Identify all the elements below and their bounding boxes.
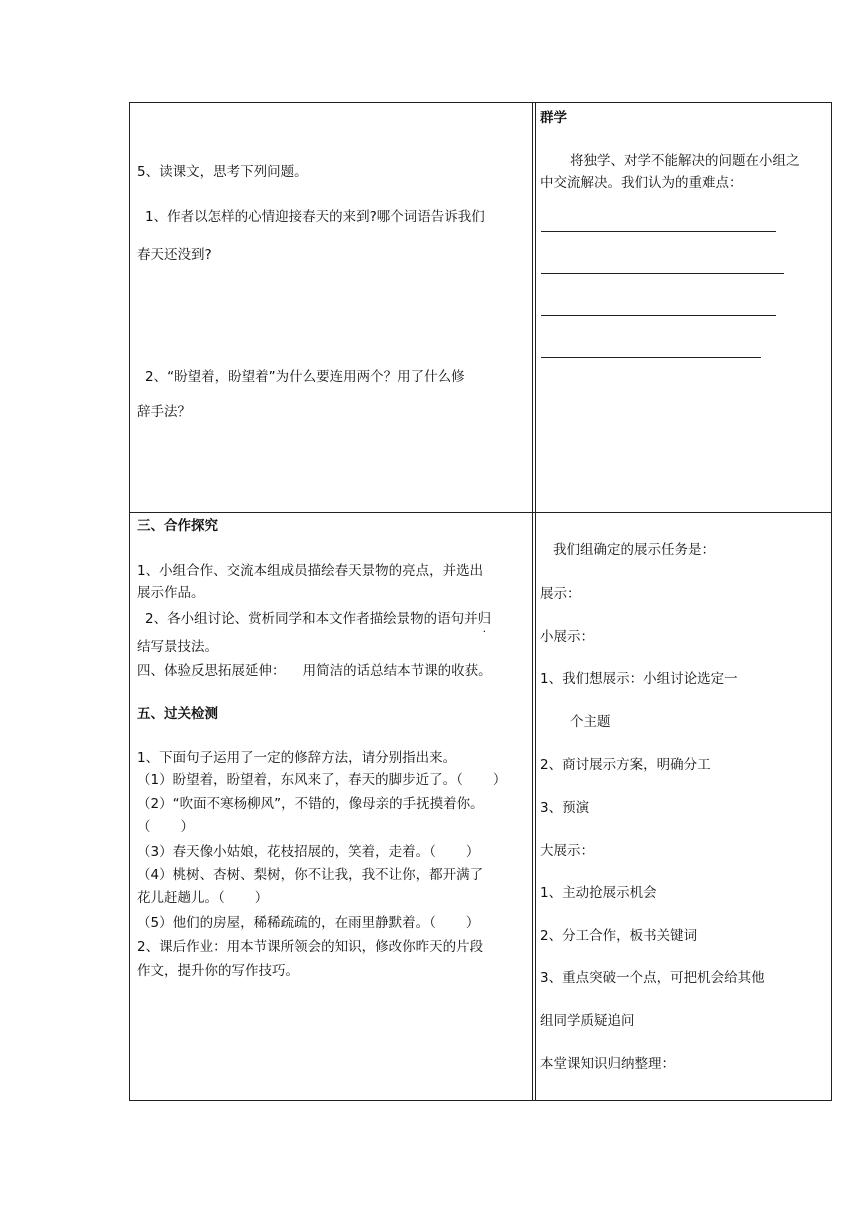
question-2-line-1: 2、“盼望着，盼望着”为什么要连用两个？用了什么修 (145, 369, 465, 385)
test-sentence-1: （1）盼望着，盼望着，东风来了，春天的脚步近了。（ ） (137, 772, 507, 788)
homework-line-1: 2、课后作业：用本节课所领会的知识，修改你昨天的片段 (137, 939, 484, 955)
lesson-summary-label: 本堂课知识归纳整理： (540, 1056, 675, 1072)
answer-blank-line (541, 315, 776, 316)
big-display-step-2: 2、分工合作，板书关键词 (540, 928, 698, 944)
table-column-divider (532, 102, 533, 1100)
answer-blank-line (541, 273, 784, 274)
big-display-step-3-line-2: 组同学质疑追问 (540, 1013, 635, 1029)
table-border-top (129, 102, 832, 103)
big-display-step-1: 1、主动抢展示机会 (540, 885, 657, 901)
table-row-divider (129, 512, 832, 513)
small-display-step-1-cont: 个主题 (570, 714, 611, 730)
answer-blank-line (541, 357, 761, 358)
item-2-emphasis-char: 归 (477, 611, 492, 627)
small-display-step-2: 2、商讨展示方案，明确分工 (540, 757, 711, 773)
table-column-divider-inner (535, 102, 536, 1100)
item-2-text: 2、各小组讨论、赏析同学和本文作者描绘景物的语句并 (145, 611, 478, 627)
small-display-label: 小展示： (540, 629, 594, 645)
test-sentence-4-line-1: （4）桃树、杏树、梨树，你不让我，我不让你，都开满了 (137, 867, 484, 883)
question-2-line-2: 辞手法？ (137, 404, 191, 420)
test-sentence-2-line-1: （2）“吹面不寒杨柳风”，不错的，像母亲的手抚摸着你。 (137, 796, 484, 812)
test-1-instruction: 1、下面句子运用了一定的修辞方法，请分别指出来。 (137, 750, 457, 766)
section-3-title: 三、合作探究 (137, 518, 218, 534)
answer-blank-line (541, 231, 776, 232)
item-2-line-1 (145, 610, 491, 628)
section-4: 四、体验反思拓展延伸： 用简洁的话总结本节课的收获。 (137, 663, 492, 679)
table-border-right (831, 102, 832, 1100)
item-1-line-2: 展示作品。 (137, 585, 205, 601)
table-border-bottom (129, 1100, 832, 1101)
item-2-line-2: 结写景技法。 (137, 639, 218, 655)
small-display-step-1: 1、我们想展示：小组讨论选定一 (540, 671, 738, 687)
test-sentence-5: （5）他们的房屋，稀稀疏疏的，在雨里静默着。（ ） (137, 915, 480, 931)
group-study-title: 群学 (540, 110, 567, 126)
table-border-left (129, 102, 130, 1100)
group-study-text-line-2: 中交流解决。我们认为的重难点： (540, 175, 743, 191)
display-task: 我们组确定的展示任务是： (553, 542, 715, 558)
test-sentence-3: （3）春天像小姑娘，花枝招展的，笑着，走着。（ ） (137, 844, 480, 860)
item-1-line-1: 1、小组合作、交流本组成员描绘春天景物的亮点，并选出 (137, 563, 484, 579)
test-sentence-4-line-2: 花儿赶趟儿。（ ） (137, 890, 269, 906)
small-display-step-3: 3、预演 (540, 800, 590, 816)
question-5: 5、读课文，思考下列问题。 (137, 164, 308, 180)
section-5-title: 五、过关检测 (137, 706, 218, 722)
display-label: 展示： (540, 586, 581, 602)
big-display-label: 大展示： (540, 843, 594, 859)
group-study-text-line-1: 将独学、对学不能解决的问题在小组之 (570, 153, 800, 169)
test-sentence-2-line-2: （ ） (137, 819, 195, 835)
homework-line-2: 作文，提升你的写作技巧。 (137, 963, 299, 979)
question-1-line-1: 1、作者以怎样的心情迎接春天的来到?哪个词语告诉我们 (145, 209, 485, 225)
question-1-line-2: 春天还没到? (137, 247, 212, 263)
big-display-step-3-line-1: 3、重点突破一个点，可把机会给其他 (540, 970, 765, 986)
